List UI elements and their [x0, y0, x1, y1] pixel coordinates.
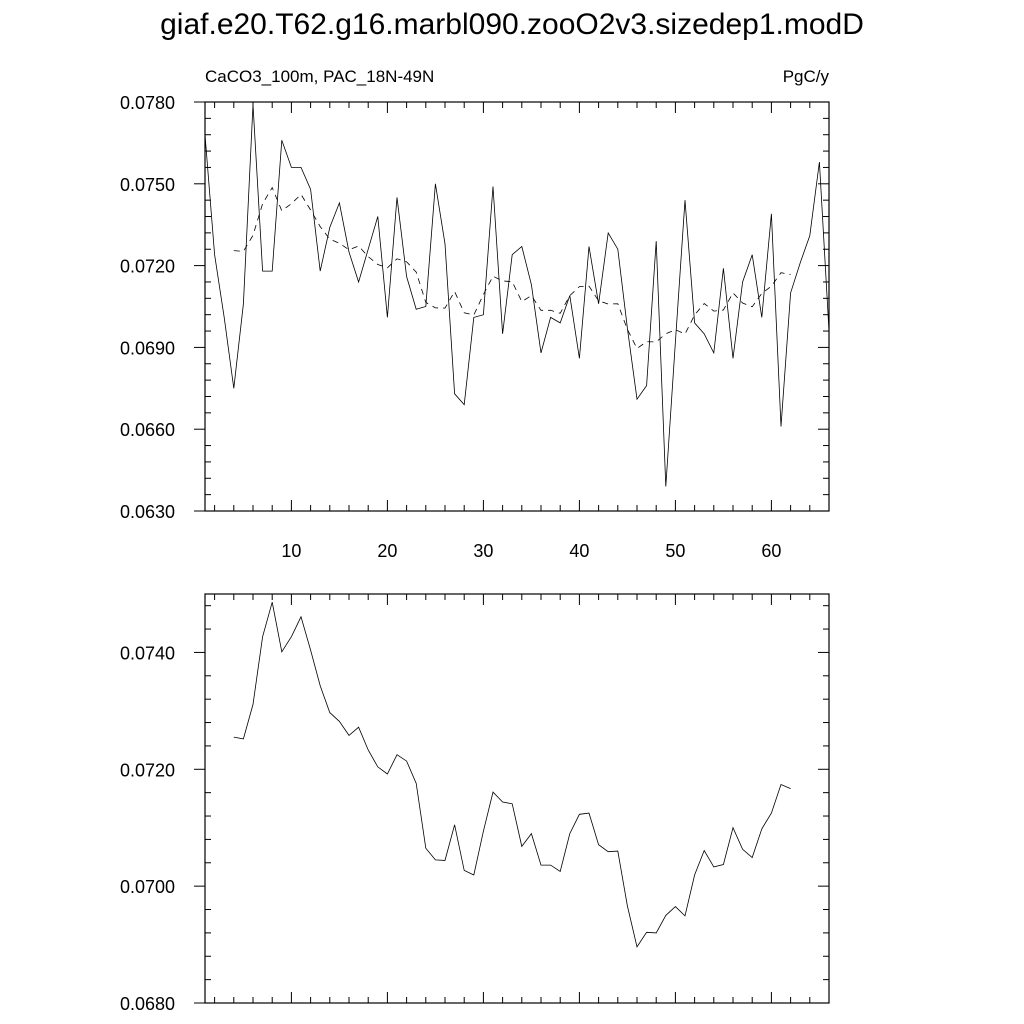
x-tick-label: 20 [377, 541, 398, 561]
y-tick-label: 0.0780 [119, 93, 175, 113]
y-tick-label: 0.0630 [119, 502, 175, 522]
y-tick-label: 0.0750 [119, 174, 175, 195]
units-label: PgC/y [782, 67, 829, 86]
y-tick-label: 0.0740 [119, 643, 175, 664]
x-tick-label: 40 [569, 541, 590, 561]
plot-frame [205, 594, 829, 1003]
variable-label: CaCO3_100m, PAC_18N-49N [205, 67, 435, 86]
series-line [234, 602, 791, 947]
x-tick-label: 60 [761, 541, 782, 561]
plot-frame [205, 102, 829, 511]
running-mean-line [234, 188, 791, 349]
y-tick-label: 0.0720 [119, 256, 175, 277]
x-tick-label: 50 [665, 541, 686, 561]
y-tick-label: 0.0690 [119, 338, 175, 359]
x-tick-label: 10 [281, 541, 302, 561]
y-tick-label: 0.0660 [119, 420, 175, 441]
y-tick-label: 0.0700 [119, 877, 175, 898]
y-tick-label: 0.0720 [119, 760, 175, 781]
top-panel [120, 67, 830, 561]
bottom-panel [120, 594, 829, 1014]
chart-title: giaf.e20.T62.g16.marbl090.zooO2v3.sizedep1.modD [160, 8, 864, 41]
y-tick-label: 0.0680 [119, 994, 175, 1014]
x-tick-label: 30 [473, 541, 494, 561]
